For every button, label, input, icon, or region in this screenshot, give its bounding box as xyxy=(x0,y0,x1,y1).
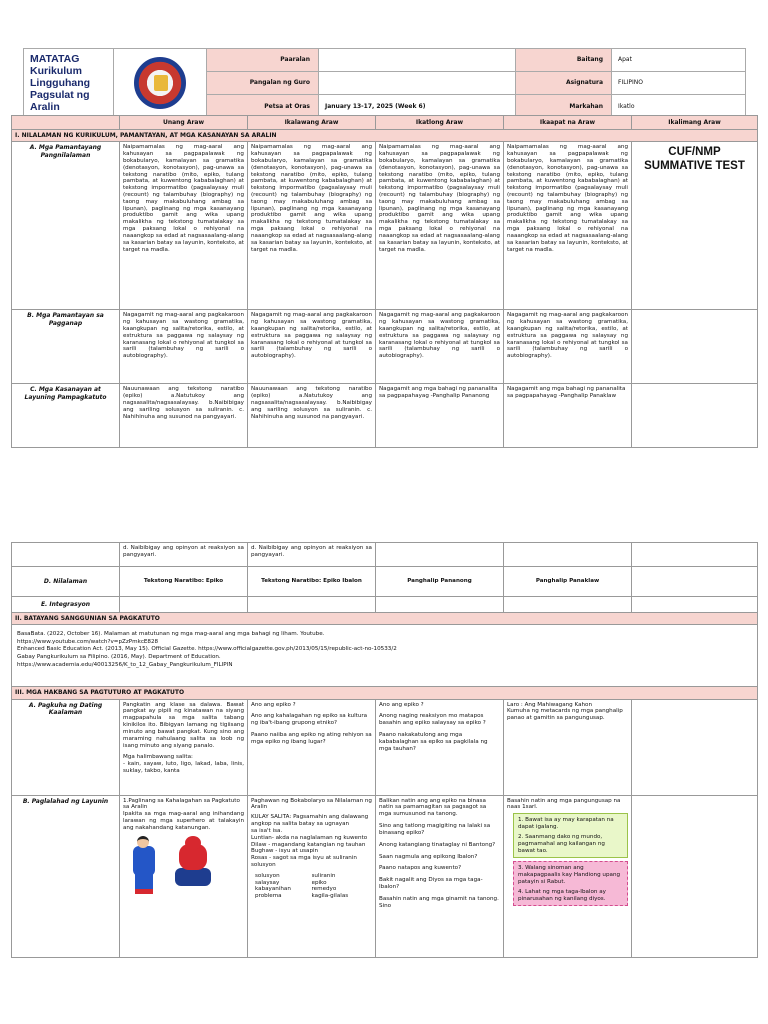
competency-day5 xyxy=(632,384,758,448)
game-title: Laro : Ang Mahiwagang Kahon xyxy=(507,701,593,708)
question: Bakit nagalit ang Diyos sa mga taga-Ibalon? xyxy=(379,877,483,890)
integration-day5 xyxy=(632,597,758,613)
deped-seal-icon xyxy=(134,57,186,109)
prior-knowledge-day4 xyxy=(504,699,632,795)
continuation-label xyxy=(12,543,120,567)
competency-cont-day3 xyxy=(376,543,504,567)
question: Ano ang epiko ? xyxy=(379,701,424,708)
row-label-kasanayan: C. Mga Kasanayan at Layuning Pampagkatuto xyxy=(12,384,120,448)
word: solusyon xyxy=(255,872,280,879)
topic-day1: Tekstong Naratibo: Epiko xyxy=(120,567,248,597)
content-standard-day4: Naipamamalas ng mag-aaral ang kahusayan sa pagpapalawak ng bokabularyo, kamalayan sa gramatika (denotasyon, konotasyon), pag-unawa sa tekstong naratibo (mito, epiko, tulang pambata, at kuwentong kababalaghan) at tekstong impormatibo (pagsalaysay muli (recount) ng talambuhay (biography) ng taong may makabuluhang ambag sa lipunan), paglinang ng mga kasanayang produktibo gamit ang wika upang makalikha ng tekstong tumatalakay sa mga paksang lokal o rehiyonal na naaangkop sa edad at nagsasaalang-alang sa kasarian batay sa layunin, konteksto, at target na madla. xyxy=(504,142,632,310)
section-2-title: II. BATAYANG SANGGUNIAN SA PAGKATUTO xyxy=(12,613,758,625)
word: salaysay xyxy=(255,879,280,886)
question-word: Sino xyxy=(379,902,392,909)
question: Paano naiiba ang epiko ng ating rehiyon sa mga epiko ng ibang lugar? xyxy=(251,732,372,745)
topic-day5 xyxy=(632,567,758,597)
reference-line: Gabay Pangkurikulum sa Filipino. (2016, May). Department of Education. xyxy=(17,653,221,660)
competency-day2: Nauunawaan ang tekstong naratibo (epiko) a.Natutukoy ang nagsasalita/nagsasalaysay. b.Naibibigay ang sariling solusyon sa suliranin. c. Nahihinuha ang susunod na pangyayari. xyxy=(248,384,376,448)
integration-day4 xyxy=(504,597,632,613)
reference-line: BasaBata. (2022, October 16). Malaman at matutunan ng mga mag-aaral ang mga bahagi ng liham. Youtube. xyxy=(17,631,325,638)
question: Sino ang tatlong magigiting na lalaki sa binasang epiko? xyxy=(379,823,491,836)
objective-day5 xyxy=(632,795,758,957)
performance-standard-day2: Nagagamit ng mag-aaral ang pagkakaroon ng kahusayan sa wastong gramatika, kaangkupan ng salita/retorika, estilo, at estruktura sa paggawa ng salaysay ng karanasang lokal o rehiyonal at tungkol sa sarili (talambuhay ng sarili o autobiography). xyxy=(248,310,376,384)
integration-day2 xyxy=(248,597,376,613)
asignatura-label: Asignatura xyxy=(516,72,612,95)
section-3-title: III. MGA HAKBANG SA PAGTUTURO AT PAGKATUTO xyxy=(12,687,758,699)
content-standard-day1: Naipamamalas ng mag-aaral ang kahusayan sa pagpapalawak ng bokabularyo, kamalayan sa gramatika (denotasyon, konotasyon), pag-unawa sa tekstong naratibo (mito, epiko, tulang pambata, at kuwentong kababalaghan) at tekstong impormatibo (pagsalaysay muli (recount) ng talambuhay (biography) ng taong may makabuluhang ambag sa lipunan), paglinang ng mga kasanayang produktibo gamit ang wika upang makalikha ng tekstong tumatalakay sa mga paksang lokal o rehiyonal na naaangkop sa edad at nagsasaalang-alang sa kasarian batay sa layunin, konteksto, at target na madla. xyxy=(120,142,248,310)
reference-link[interactable]: https://www.youtube.com/watch?v=pZzPmkcE828 xyxy=(17,638,159,645)
petsa-field[interactable]: January 13-17, 2025 (Week 6) xyxy=(319,95,516,118)
word: suliranin xyxy=(311,872,336,879)
summative-test-label: CUF/NMP SUMMATIVE TEST xyxy=(632,142,758,310)
deped-seal xyxy=(114,49,207,118)
objective-day3 xyxy=(376,795,504,957)
competency-cont-day5 xyxy=(632,543,758,567)
performance-standard-day4: Nagagamit ng mag-aaral ang pagkakaroon ng kahusayan sa wastong gramatika, kaangkupan ng salita/retorika, estilo, at estruktura sa paggawa ng salaysay ng karanasang lokal o rehiyonal at tungkol sa sarili (talambuhay ng sarili o autobiography). xyxy=(504,310,632,384)
prior-knowledge-day3 xyxy=(376,699,504,795)
baitang-field[interactable]: Apat xyxy=(612,49,746,72)
content-standard-day3: Naipamamalas ng mag-aaral ang kahusayan sa pagpapalawak ng bokabularyo, kamalayan sa gramatika (denotasyon, konotasyon), pag-unawa sa tekstong naratibo (mito, epiko, tulang pambata, at kuwentong kababalaghan) at tekstong impormatibo (pagsalaysay muli (recount) ng talambuhay (biography) ng taong may makabuluhang ambag sa lipunan), paglinang ng mga kasanayang produktibo gamit ang wika upang makalikha ng tekstong tumatalakay sa mga paksang lokal o rehiyonal na naaangkop sa edad at nagsasaalang-alang sa kasarian batay sa layunin, konteksto, at target na madla. xyxy=(376,142,504,310)
word: epiko xyxy=(311,879,327,886)
lesson-plan-header xyxy=(0,48,768,118)
sentence: 3. Walang sinoman ang makapagpaalis kay Handiong upang patayin si Rabut. xyxy=(518,865,621,885)
read-instruction: Basahin natin ang mga pangungusap na naas 1sarl. xyxy=(507,797,621,811)
word: kabayanihan xyxy=(255,886,291,893)
reference-line: Enhanced Basic Education Act. (2013, May 15). Official Gazette. https://www.officialgazette.gov.ph/2013/05/15/republic-act-no-10533/2 xyxy=(17,646,397,653)
objective-heading: 1.Paglinang sa Kahalagahan sa Pagkatuto sa Aralin xyxy=(123,797,240,811)
row-label-nilalaman: D. Nilalaman xyxy=(12,567,120,597)
content-standard-day2: Naipamamalas ng mag-aaral ang kahusayan sa pagpapalawak ng bokabularyo, kamalayan sa gramatika (denotasyon, konotasyon), pag-unawa sa tekstong naratibo (mito, epiko, tulang pambata, at kuwentong kababalaghan) at tekstong impormatibo (pagsalaysay muli (recount) ng talambuhay (biography) ng taong may makabuluhang ambag sa lipunan), paglinang ng mga kasanayang produktibo gamit ang wika upang makalikha ng tekstong tumatalakay sa mga paksang lokal o rehiyonal na naaangkop sa edad at nagsasaalang-alang sa kasarian batay sa layunin, konteksto, at target na madla. xyxy=(248,142,376,310)
color-key: Luntian- akda na naglalaman ng kuwento Dilaw - magandang katangian ng tauhan Bughaw - isyu at usapin xyxy=(251,834,368,855)
prior-knowledge-day5 xyxy=(632,699,758,795)
section-1-title: I. NILALAMAN NG KURIKULUM, PAMANTAYAN, AT MGA KASANAYAN SA ARALIN xyxy=(12,130,758,142)
examples-label: Mga halimbawang salita: xyxy=(123,754,193,761)
question: Ano ang kahalagahan ng epiko sa kultura ng iba't-ibang grupong etniko? xyxy=(251,713,368,727)
competency-cont-day1: d. Naibibigay ang opinyon at reaksiyon sa pangyayari. xyxy=(120,543,248,567)
question: Paano natapos ang kuwento? xyxy=(379,865,462,872)
guro-label: Pangalan ng Guro xyxy=(207,72,319,95)
superhero-images xyxy=(123,836,244,894)
integration-day3 xyxy=(376,597,504,613)
row-label-pamantayan-sa-pagganap: B. Mga Pamantayan sa Pagganap xyxy=(12,310,120,384)
sentence: 4. Lahat ng mga taga-Ibalon ay pinarusahan ng kanilang diyos. xyxy=(518,888,606,902)
superman-image xyxy=(123,836,167,894)
activity-text: Pangkatin ang klase sa dalawa. Bawat pangkat ay pipili ng kinatawan na siyang magpapahula sa mga salita tabang kinikilos ito. Bibigyan lamang ng tigiisang minuto ang bawat pangkat. Kung sino ang maraming nahulaang salita sa loob ng isang minuto ang siyang panalo. xyxy=(123,701,244,749)
word: remedyo xyxy=(311,886,337,893)
day-1-header: Unang Araw xyxy=(120,116,248,130)
question: Basahin natin ang mga ginamit na tanong. xyxy=(379,895,499,902)
vocab-heading: Paghawan ng Bokabolaryo sa Nilalaman ng Aralin xyxy=(251,797,372,811)
sentence: 2. Saanmang dako ng mundo, pagmamahal ang kailangan ng bawat tao. xyxy=(518,833,605,854)
reference-link[interactable]: https://www.academia.edu/40013256/K_to_12_Gabay_Pangkurikulum_FILIPIN xyxy=(17,661,233,668)
page-2-table xyxy=(0,542,768,958)
performance-standard-day1: Nagagamit ng mag-aaral ang pagkakaroon ng kahusayan sa wastong gramatika, kaangkupan ng salita/retorika, estilo, at estruktura sa paggawa ng salaysay ng karanasang lokal o rehiyonal at tungkol sa sarili (talambuhay ng sarili o autobiography). xyxy=(120,310,248,384)
baitang-label: Baitang xyxy=(516,49,612,72)
objective-day1 xyxy=(120,795,248,957)
markahan-field[interactable]: Ikatlo xyxy=(612,95,746,118)
row-label-pamantayang-pangnilalaman: A. Mga Pamantayang Pangnilalaman xyxy=(12,142,120,310)
row-label-paglalahad-ng-layunin: B. Paglalahad ng Layunin xyxy=(12,795,120,957)
vocab-instruction: sa isa't isa. xyxy=(251,827,283,834)
competency-day4: Nagagamit ang mga bahagi ng pananalita sa pagpapahayag -Panghalip Panaklaw xyxy=(504,384,632,448)
word: problema xyxy=(255,893,282,900)
sentence-card-pink xyxy=(513,861,628,906)
question: Anong naging reaksiyon mo matapos basahin ang epiko salaysay sa epiko ? xyxy=(379,713,486,727)
topic-day3: Panghalip Pananong xyxy=(376,567,504,597)
question: Anong katangiang tinataglay ni Bantong? xyxy=(379,841,496,848)
topic-day2: Tekstong Naratibo: Epiko Ibalon xyxy=(248,567,376,597)
corner-cell xyxy=(12,116,120,130)
question: Saan nagmula ang epikong Ibalon? xyxy=(379,853,478,860)
performance-standard-day3: Nagagamit ng mag-aaral ang pagkakaroon ng kahusayan sa wastong gramatika, kaangkupan ng salita/retorika, estilo, at estruktura sa paggawa ng salaysay ng karanasang lokal o rehiyonal at tungkol sa sarili (talambuhay ng sarili o autobiography). xyxy=(376,310,504,384)
prior-knowledge-day1 xyxy=(120,699,248,795)
petsa-label: Petsa at Oras xyxy=(207,95,319,118)
day-3-header: Ikatlong Araw xyxy=(376,116,504,130)
word: kagila-gilalas xyxy=(311,893,349,900)
prior-knowledge-day2 xyxy=(248,699,376,795)
spiderman-image xyxy=(171,836,215,894)
competency-day1: Nauunawaan ang tekstong naratibo (epiko) a.Natutukoy ang nagsasalita/nagsasalaysay. b.Naibibigay ang sariling solusyon sa suliranin. c. Nahihinuha ang susunod na pangyayari. xyxy=(120,384,248,448)
game-instruction: Kumuha ng metacards ng mga panghalip panao at gamitin sa pangungusap. xyxy=(507,708,623,722)
objective-day2 xyxy=(248,795,376,957)
markahan-label: Markahan xyxy=(516,95,612,118)
references-block xyxy=(12,625,758,687)
examples-text: - kain, sayaw, luto, ligo, lakad, laba, linis, suklay, takbo, kanta xyxy=(123,761,244,774)
asignatura-field[interactable]: FILIPINO xyxy=(612,72,746,95)
document-title: MATATAG Kurikulum Lingguhang Pagsulat ng Aralin xyxy=(24,49,114,118)
review-instruction: Balikan natin ang ang epiko na binasa natin sa pamamagitan sa pagsagot sa mga sumusunod na tanong. xyxy=(379,797,487,818)
sentence-card-green xyxy=(513,813,628,858)
word-list xyxy=(251,873,372,900)
paaralan-label: Paaralan xyxy=(207,49,319,72)
integration-day1 xyxy=(120,597,248,613)
paaralan-field[interactable] xyxy=(319,49,516,72)
row-label-integrasyon: E. Integrasyon xyxy=(12,597,120,613)
performance-standard-day5 xyxy=(632,310,758,384)
row-label-dating-kaalaman: A. Pagkuha ng Dating Kaalaman xyxy=(12,699,120,795)
guro-field[interactable] xyxy=(319,72,516,95)
question: Paano nakakatulong ang mga kababalaghan sa epiko sa pagkilala ng mga tauhan? xyxy=(379,732,488,752)
day-4-header: Ikaapat na Araw xyxy=(504,116,632,130)
day-2-header: Ikalawang Araw xyxy=(248,116,376,130)
competency-cont-day2: d. Naibibigay ang opinyon at reaksiyon sa pangyayari. xyxy=(248,543,376,567)
competency-day3: Nagagamit ang mga bahagi ng pananalita sa pagpapahayag -Panghalip Pananong xyxy=(376,384,504,448)
vocab-instruction: KULAY SALITA: Pagsamahin ang dalawang angkop na salita batay sa ugnayan xyxy=(251,814,369,828)
objective-text: Ipakita sa mga mag-aaral ang inihandang larawan ng mga superhero at talakayin ang nakahandang katanungan. xyxy=(123,811,244,831)
objective-day4 xyxy=(504,795,632,957)
topic-day4: Panghalip Panaklaw xyxy=(504,567,632,597)
sentence: 1. Bawat isa ay may karapatan na dapat igalang. xyxy=(518,817,614,831)
page-1-table xyxy=(0,115,768,448)
competency-cont-day4 xyxy=(504,543,632,567)
day-5-header: Ikalimang Araw xyxy=(632,116,758,130)
question: Ano ang epiko ? xyxy=(251,701,296,708)
color-key: Rosas - sagot sa mga isyu at suliranin solusyon xyxy=(251,855,357,868)
